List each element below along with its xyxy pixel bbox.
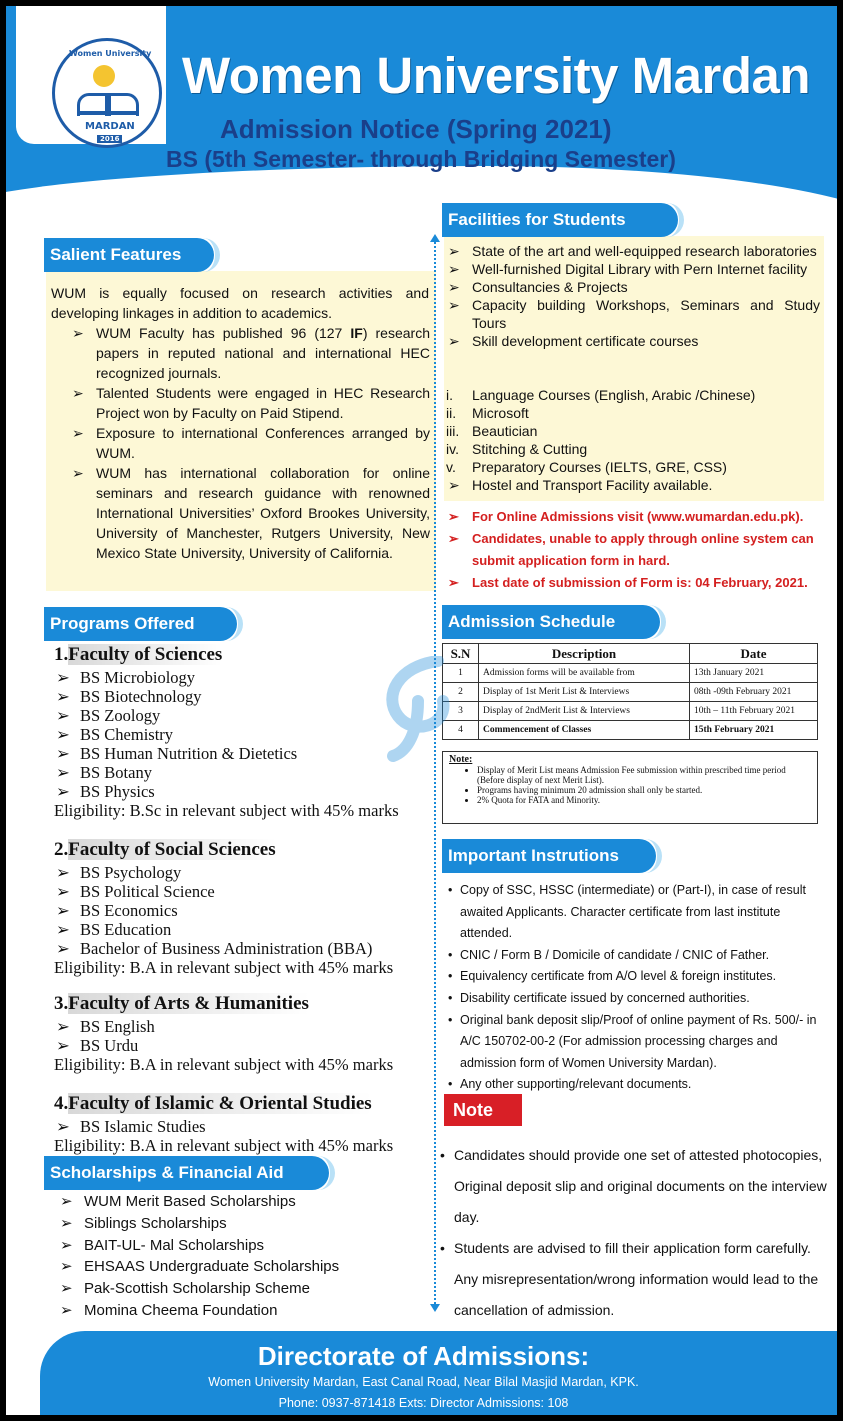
university-logo xyxy=(52,38,162,148)
schedule-header-row xyxy=(443,644,818,664)
course-item xyxy=(446,458,820,476)
course-item xyxy=(446,404,820,422)
faculty-heading xyxy=(54,644,222,666)
scholarship-item: ➢ EHSAAS Undergraduate Scholarships xyxy=(58,1256,398,1278)
sun-icon xyxy=(93,65,115,87)
schedule-date: 15th February 2021 xyxy=(690,721,818,740)
header-date: Date xyxy=(690,644,818,664)
salient-item xyxy=(70,323,430,383)
scholarship-item: ➢ Pak-Scottish Scholarship Scheme xyxy=(58,1278,398,1300)
program-list xyxy=(54,668,414,801)
schedule-description: Display of 2ndMerit List & Interviews xyxy=(479,702,690,721)
program-item: ➢ BS English xyxy=(54,1017,414,1036)
open-book-icon xyxy=(77,87,139,115)
program-item: ➢ BS Political Science xyxy=(54,882,414,901)
schedule-date: 10th – 11th February 2021 xyxy=(690,702,818,721)
program-subtitle: BS (5th Semester- through Bridging Semester) xyxy=(166,146,676,172)
schedule-note-box xyxy=(442,751,818,824)
schedule-row xyxy=(443,702,818,721)
note-item: • Candidates should provide one set of attested photocopies, Original deposit slip and original documents on the interview day. xyxy=(440,1140,830,1233)
schedule-row xyxy=(443,683,818,702)
salient-item xyxy=(70,383,430,423)
faculty-name: Faculty of Islamic & Oriental Studies xyxy=(68,1093,372,1114)
schedule-notes-list xyxy=(449,765,811,805)
scholarship-item: ➢ Siblings Scholarships xyxy=(58,1213,398,1235)
faculty-number: 3. xyxy=(54,993,69,1014)
schedule-note-item: • Programs having minimum 20 admission shall only be started. xyxy=(477,785,811,795)
logo-panel xyxy=(16,6,166,144)
faculty-name: Faculty of Social Sciences xyxy=(68,839,276,860)
faculty-number: 2. xyxy=(54,839,69,860)
salient-item xyxy=(70,463,430,563)
course-list xyxy=(446,386,820,476)
instruction-item: • Original bank deposit slip/Proof of online payment of Rs. 500/- in A/C 150702-00-2 (For admission processing charges and admission form of Women University Mardan). xyxy=(446,1010,826,1075)
notes-list xyxy=(440,1140,830,1326)
salient-intro: WUM is equally focused on research activities and developing linkages in addition to academics. xyxy=(51,285,429,321)
course-number: iii. xyxy=(446,423,460,439)
scholarship-item: ➢ WUM Merit Based Scholarships xyxy=(58,1191,398,1213)
admission-schedule-label: Admission Schedule xyxy=(442,605,660,639)
eligibility-text: Eligibility: B.A in relevant subject with 45% marks xyxy=(54,1055,394,1074)
salient-features-label: Salient Features xyxy=(44,238,214,272)
notice-subtitle: Admission Notice (Spring 2021) xyxy=(220,114,612,144)
course-item xyxy=(446,386,820,404)
schedule-sn: 3 xyxy=(443,702,479,721)
schedule-note-title: Note: xyxy=(449,754,473,765)
schedule-row xyxy=(443,664,818,683)
course-item xyxy=(446,440,820,458)
course-number: ii. xyxy=(446,405,457,421)
faculty-number: 1. xyxy=(54,644,69,665)
salient-text: Talented Students were engaged in HEC Research Project won by Faculty on Paid Stipend. xyxy=(96,385,430,421)
course-name: Language Courses (English, Arabic /Chinese) xyxy=(472,387,756,403)
instruction-item: • Disability certificate issued by concerned authorities. xyxy=(446,988,826,1010)
course-name: Preparatory Courses (IELTS, GRE, CSS) xyxy=(472,459,727,475)
course-number: i. xyxy=(446,387,453,403)
notice-page xyxy=(6,6,837,1415)
schedule-row xyxy=(443,721,818,740)
instructions-list xyxy=(446,880,826,1096)
course-item xyxy=(446,422,820,440)
note-item: • Students are advised to fill their application form carefully. Any misrepresentation/wrong information would lead to the cancellation of admission. xyxy=(440,1233,830,1326)
salient-text: WUM Faculty has published 96 (127 xyxy=(96,325,351,341)
schedule-description: Display of 1st Merit List & Interviews xyxy=(479,683,690,702)
facility-item: ➢ Hostel and Transport Facility available. xyxy=(446,476,820,494)
schedule-note-item: • 2% Quota for FATA and Minority. xyxy=(477,795,811,805)
online-note-item: ➢ For Online Admissions visit (www.wumardan.edu.pk). xyxy=(446,506,820,528)
watermark-logo xyxy=(378,656,458,766)
eligibility-text: Eligibility: B.A in relevant subject with 45% marks xyxy=(54,1136,394,1155)
facility-item: ➢ State of the art and well-equipped research laboratories xyxy=(446,242,820,260)
program-item: ➢ BS Human Nutrition & Dietetics xyxy=(54,744,414,763)
program-item: ➢ BS Zoology xyxy=(54,706,414,725)
facility-last xyxy=(446,476,820,494)
program-item: ➢ BS Economics xyxy=(54,901,414,920)
facilities-list xyxy=(446,242,820,350)
salient-list xyxy=(70,323,430,563)
facilities-label: Facilities for Students xyxy=(442,203,678,237)
footer-title: Directorate of Admissions: xyxy=(257,1341,590,1371)
page-title: Women University Mardan xyxy=(182,47,811,104)
instruction-item: • CNIC / Form B / Domicile of candidate / CNIC of Father. xyxy=(446,945,826,967)
footer-phone: Phone: 0937-871418 Exts: Director Admissions: 108 xyxy=(278,1396,569,1410)
course-name: Beautician xyxy=(472,423,538,439)
program-list xyxy=(54,863,414,958)
logo-text-top: Women University xyxy=(69,49,152,58)
salient-text: ) research papers in reputed national and international HEC recognized journals. xyxy=(96,325,430,381)
scholarship-item: ➢ Momina Cheema Foundation xyxy=(58,1300,398,1322)
column-divider xyxy=(434,238,436,1308)
schedule-sn: 4 xyxy=(443,721,479,740)
scholarships-label: Scholarships & Financial Aid xyxy=(44,1156,329,1190)
schedule-date: 08th -09th February 2021 xyxy=(690,683,818,702)
program-item: ➢ BS Biotechnology xyxy=(54,687,414,706)
faculty-heading xyxy=(54,839,276,861)
schedule-note-item: • Display of Merit List means Admission Fee submission within prescribed time period (Before display of next Merit List). xyxy=(477,765,811,785)
program-list xyxy=(54,1117,414,1136)
header-description: Description xyxy=(479,644,690,664)
schedule-description: Commencement of Classes xyxy=(479,721,690,740)
schedule-sn: 2 xyxy=(443,683,479,702)
facility-item: ➢ Skill development certificate courses xyxy=(446,332,820,350)
scholarship-item: ➢ BAIT-UL- Mal Scholarships xyxy=(58,1235,398,1257)
instructions-label: Important Instrutions xyxy=(442,839,656,873)
course-name: Stitching & Cutting xyxy=(472,441,588,457)
program-item: ➢ BS Islamic Studies xyxy=(54,1117,414,1136)
programs-offered-label: Programs Offered xyxy=(44,607,237,641)
faculty-name: Faculty of Sciences xyxy=(68,644,223,665)
program-item: ➢ BS Microbiology xyxy=(54,668,414,687)
schedule-sn: 1 xyxy=(443,664,479,683)
faculty-name: Faculty of Arts & Humanities xyxy=(68,993,309,1014)
salient-item xyxy=(70,423,430,463)
footer-band xyxy=(40,1331,837,1415)
program-item: ➢ BS Physics xyxy=(54,782,414,801)
program-item: ➢ BS Urdu xyxy=(54,1036,414,1055)
instruction-item: • Any other supporting/relevant documents. xyxy=(446,1074,826,1096)
salient-text: Exposure to international Conferences arranged by WUM. xyxy=(96,425,430,461)
scholarships-list xyxy=(58,1191,398,1322)
eligibility-text: Eligibility: B.A in relevant subject with 45% marks xyxy=(54,958,394,977)
facility-item: ➢ Capacity building Workshops, Seminars and Study Tours xyxy=(446,296,820,332)
schedule-date: 13th January 2021 xyxy=(690,664,818,683)
schedule-body xyxy=(443,664,818,740)
header-sn: S.N xyxy=(443,644,479,664)
schedule-table xyxy=(442,643,818,740)
schedule-description: Admission forms will be available from xyxy=(479,664,690,683)
program-list xyxy=(54,1017,414,1055)
faculty-number: 4. xyxy=(54,1093,69,1114)
program-item: ➢ Bachelor of Business Administration (BBA) xyxy=(54,939,414,958)
course-number: v. xyxy=(446,459,456,475)
faculty-heading xyxy=(54,1093,372,1115)
program-item: ➢ BS Psychology xyxy=(54,863,414,882)
note-label: Note xyxy=(444,1094,522,1126)
faculty-heading xyxy=(54,993,309,1015)
online-note-item: ➢ Candidates, unable to apply through online system can submit application form in hard. xyxy=(446,528,820,572)
program-item: ➢ BS Education xyxy=(54,920,414,939)
course-name: Microsoft xyxy=(472,405,529,421)
online-note-item: ➢ Last date of submission of Form is: 04 February, 2021. xyxy=(446,572,820,594)
salient-bold: IF xyxy=(350,325,363,341)
salient-text: WUM has international collaboration for online seminars and research guidance with renowned International Universities’ Oxford Brookes University, University of Manchester, Rutgers University, New Mexico State University, University of California. xyxy=(96,465,430,561)
program-item: ➢ BS Chemistry xyxy=(54,725,414,744)
online-admission-notes xyxy=(446,506,820,594)
course-number: iv. xyxy=(446,441,459,457)
instruction-item: • Copy of SSC, HSSC (intermediate) or (Part-I), in case of result awaited Applicants. Character certificate from last institute attended. xyxy=(446,880,826,945)
facility-item: ➢ Well-furnished Digital Library with Pern Internet facility xyxy=(446,260,820,278)
program-item: ➢ BS Botany xyxy=(54,763,414,782)
footer-address: Women University Mardan, East Canal Road, Near Bilal Masjid Mardan, KPK. xyxy=(208,1375,639,1389)
facility-item: ➢ Consultancies & Projects xyxy=(446,278,820,296)
eligibility-text: Eligibility: B.Sc in relevant subject with 45% marks xyxy=(54,801,399,820)
instruction-item: • Equivalency certificate from A/O level & foreign institutes. xyxy=(446,966,826,988)
logo-text-name: MARDAN xyxy=(85,121,135,132)
logo-year: 2016 xyxy=(97,135,122,143)
